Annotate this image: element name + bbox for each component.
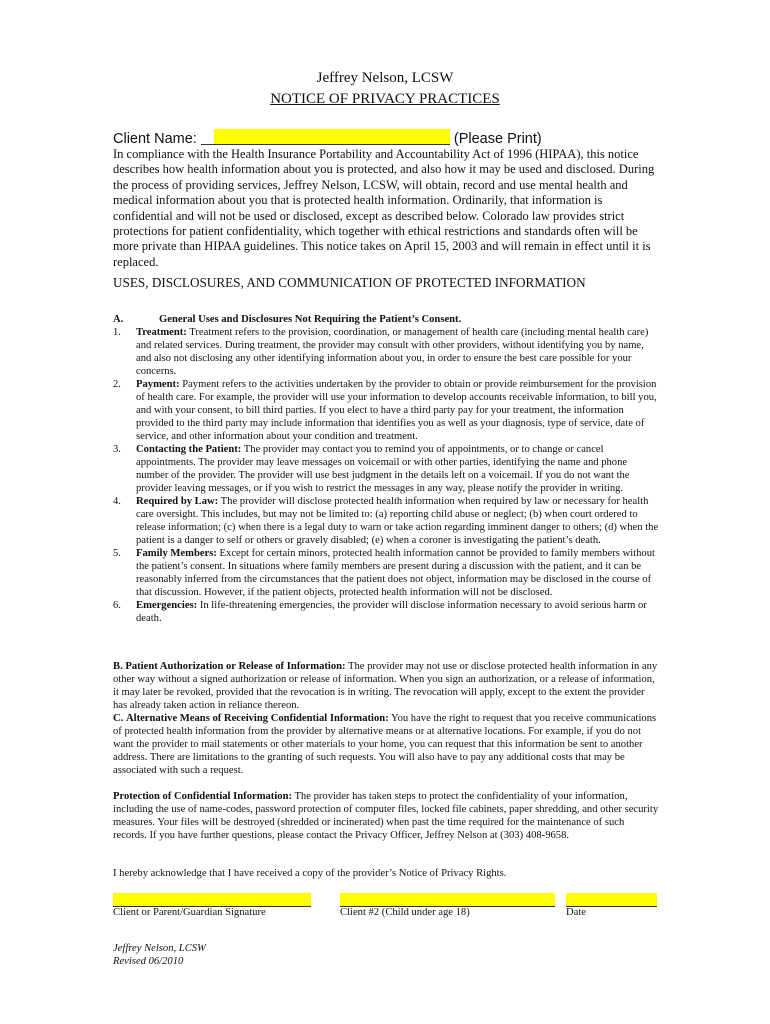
item-text: Except for certain minors, protected health information cannot be provided to family members without the patient’s consent. In situations where family members are present during a discussion with the patient, and it can be reasonably inferred from the circumstances that the patient does not object, information may be disclosed in the course of that discussion. However, if the patient objects, protected health information will not be disclosed. bbox=[136, 548, 655, 598]
list-item bbox=[113, 443, 660, 495]
client-name-field[interactable] bbox=[214, 129, 450, 145]
list-item bbox=[113, 378, 660, 443]
footer bbox=[113, 942, 206, 968]
list-item bbox=[113, 326, 660, 378]
item-title: Payment: bbox=[136, 379, 180, 390]
client2-signature-field[interactable] bbox=[340, 893, 555, 907]
section-b-text: The provider may not use or disclose protected health information in any other way without a signed authorization or release of information. When you sign an authorization, or a release of information, it may later be revoked, provided that the revocation is in writing. The revocation will apply, except to the extent the provider has already taken action in reliance thereon. bbox=[113, 661, 658, 711]
item-number: 5. bbox=[113, 548, 121, 559]
list-item bbox=[113, 547, 660, 599]
date-label: Date bbox=[566, 907, 586, 918]
item-number: 3. bbox=[113, 444, 121, 455]
item-title: Treatment: bbox=[136, 327, 187, 338]
item-text: Treatment refers to the provision, coordination, or management of health care (including mental health care) and related services. During treatment, the provider may consult with other providers, without identifying you by name, and also not disclosing any other identifying information about you, in order to ensure the best care possible for your concerns. bbox=[136, 327, 649, 377]
section-heading: USES, DISCLOSURES, AND COMMUNICATION OF PROTECTED INFORMATION bbox=[113, 275, 586, 290]
list-item bbox=[113, 495, 660, 547]
section-a bbox=[113, 313, 660, 625]
item-number: 4. bbox=[113, 496, 121, 507]
intro-paragraph: In compliance with the Health Insurance Portability and Accountability Act of 1996 (HIPAA), this notice describes how health information about you is protected, and also how it may be used and disclosed. During the process of providing services, Jeffrey Nelson, LCSW, will obtain, record and use mental health and medical information about you that is protected health information. Ordinarily, that information is confidential and will not be used or disclosed, except as described below. Colorado law provides strict protections for patient confidentiality, which together with ethical restrictions and standards often will be more private than HIPAA guidelines. This notice takes on April 15, 2003 and will remain in effect until it is replaced. bbox=[113, 147, 655, 269]
client2-signature-label: Client #2 (Child under age 18) bbox=[340, 907, 470, 918]
item-text: The provider will disclose protected health information when required by law or necessary for health care oversight. This includes, but may not be limited to: (a) reporting child abuse or neglect; (b) when court ordered to release information; (c) when there is a legal duty to warn or take action regarding imminent danger to others; (d) when the patient is a danger to self or others or gravely disabled; (e) when a coroner is investigating the patient’s death. bbox=[136, 496, 659, 546]
item-number: 1. bbox=[113, 327, 121, 338]
client-name-label: Client Name: bbox=[113, 131, 201, 147]
client-signature-label: Client or Parent/Guardian Signature bbox=[113, 907, 266, 918]
client-name-lead-line bbox=[201, 129, 214, 145]
client-signature-field[interactable] bbox=[113, 893, 311, 907]
section-a-title: General Uses and Disclosures Not Requiring the Patient’s Consent. bbox=[159, 314, 462, 325]
protection-text: The provider has taken steps to protect the confidentiality of your information, including the use of name-codes, password protection of computer files, locked file cabinets, paper shredding, and other security measures. Your files will be destroyed (shredded or incinerated) when past the time required for the maintenance of such records. If you have further questions, please contact the Privacy Officer, Jeffrey Nelson at (303) 408-9658. bbox=[113, 791, 659, 841]
list-item bbox=[113, 599, 660, 625]
client-name-row bbox=[113, 129, 542, 147]
section-a-heading bbox=[113, 313, 660, 326]
date-field[interactable] bbox=[566, 893, 657, 907]
client-name-suffix: (Please Print) bbox=[449, 131, 542, 147]
item-text: Payment refers to the activities undertaken by the provider to obtain or provide reimbursement for the provision of health care. For example, the provider will use your information to develop accounts receivable information, to bill you, and with your consent, to bill third parties. If you elect to have a third party pay for your treatment, the information provided to the third party may include information that identifies you as well as your diagnosis, type of service, date of service, and other information about your condition and treatment. bbox=[136, 379, 657, 442]
item-text: In life-threatening emergencies, the provider will disclose information necessary to avoid serious harm or death. bbox=[136, 600, 647, 624]
protection-title: Protection of Confidential Information: bbox=[113, 791, 292, 802]
footer-revised: Revised 06/2010 bbox=[113, 956, 184, 967]
section-b bbox=[113, 660, 660, 712]
section-c-marker: C. bbox=[113, 713, 124, 724]
item-title: Emergencies: bbox=[136, 600, 198, 611]
protection-paragraph bbox=[113, 790, 660, 842]
item-title: Required by Law: bbox=[136, 496, 219, 507]
item-number: 2. bbox=[113, 379, 121, 390]
section-a-marker: A. bbox=[113, 314, 124, 325]
footer-name: Jeffrey Nelson, LCSW bbox=[113, 943, 206, 954]
provider-name: Jeffrey Nelson, LCSW bbox=[316, 70, 454, 86]
document-title: NOTICE OF PRIVACY PRACTICES bbox=[270, 91, 500, 107]
section-c-text: You have the right to request that you receive communications of protected health information from the provider by alternative means or at alternative locations. For example, if you do not want the provider to mail statements or other materials to your home, you can request that this information be sent to another address. There are limitations to the granting of such requests. You will also have to pay any additional costs that may be associated with such a request. bbox=[113, 713, 657, 776]
item-title: Family Members: bbox=[136, 548, 217, 559]
item-text: The provider may contact you to remind you of appointments, or to change or cancel appointments. The provider may leave messages on voicemail or with other parties, identifying the name and phone number of the provider. The provider will use best judgment in the details left on a voicemail. If you do not want the provider leaving messages, or if you wish to restrict the messages in any way, please notify the provider in writing. bbox=[136, 444, 630, 494]
item-number: 6. bbox=[113, 600, 121, 611]
item-title: Contacting the Patient: bbox=[136, 444, 242, 455]
acknowledgement-text: I hereby acknowledge that I have received a copy of the provider’s Notice of Privacy Rights. bbox=[113, 868, 507, 879]
section-c bbox=[113, 712, 660, 777]
section-c-title: Alternative Means of Receiving Confidential Information: bbox=[125, 713, 389, 724]
section-b-marker: B. bbox=[113, 661, 123, 672]
section-b-title: Patient Authorization or Release of Information: bbox=[125, 661, 346, 672]
